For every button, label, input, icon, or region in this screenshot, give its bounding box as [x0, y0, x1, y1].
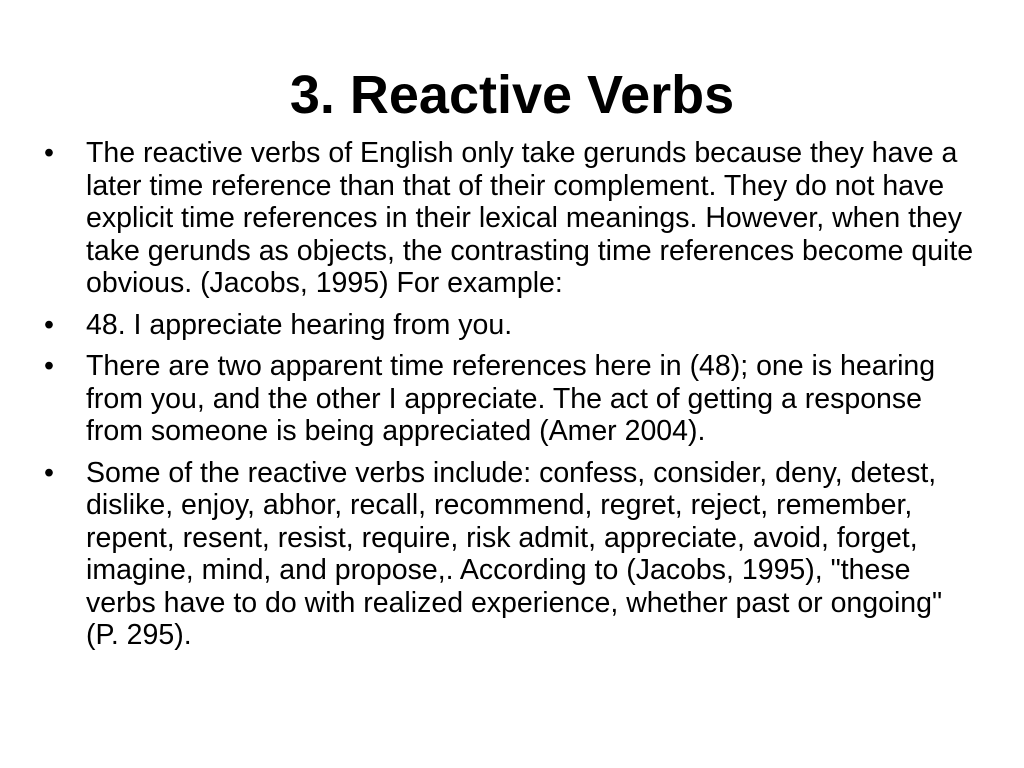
- slide-title: 3. Reactive Verbs: [289, 65, 735, 125]
- bullet-text: There are two apparent time references here in (48); one is hearing from you, and the other I appreciate. The act of getting a response from someone is being appreciated (Amer 2004).: [86, 350, 936, 447]
- bullet-item: [44, 137, 974, 300]
- bullet-text: 48. I appreciate hearing from you.: [86, 308, 513, 341]
- bullet-list: [44, 137, 974, 661]
- bullet-dot-icon: •: [44, 350, 54, 382]
- bullet-item: [44, 309, 974, 342]
- bullet-item: [44, 350, 974, 448]
- bullet-dot-icon: •: [44, 308, 54, 341]
- bullet-dot-icon: •: [44, 456, 54, 489]
- bullet-item: [44, 457, 974, 652]
- bullet-dot-icon: •: [44, 137, 54, 169]
- bullet-text: The reactive verbs of English only take gerunds because they have a later time reference than that of their complement. They do not have explicit time references in their lexical meanings. However, when they take gerunds as objects, the contrasting time references become quite obvious. (Jacobs, 1995) For example:: [86, 137, 974, 299]
- bullet-text: Some of the reactive verbs include: confess, consider, deny, detest, dislike, enjoy, abhor, recall, recommend, regret, reject, remember, repent, resent, resist, require, risk admit, appreciate, avoid, forget, imagine, mind, and propose,. According to (Jacobs, 1995), "these verbs have to do with realized experience, whether past or ongoing" (P. 295).: [86, 456, 943, 651]
